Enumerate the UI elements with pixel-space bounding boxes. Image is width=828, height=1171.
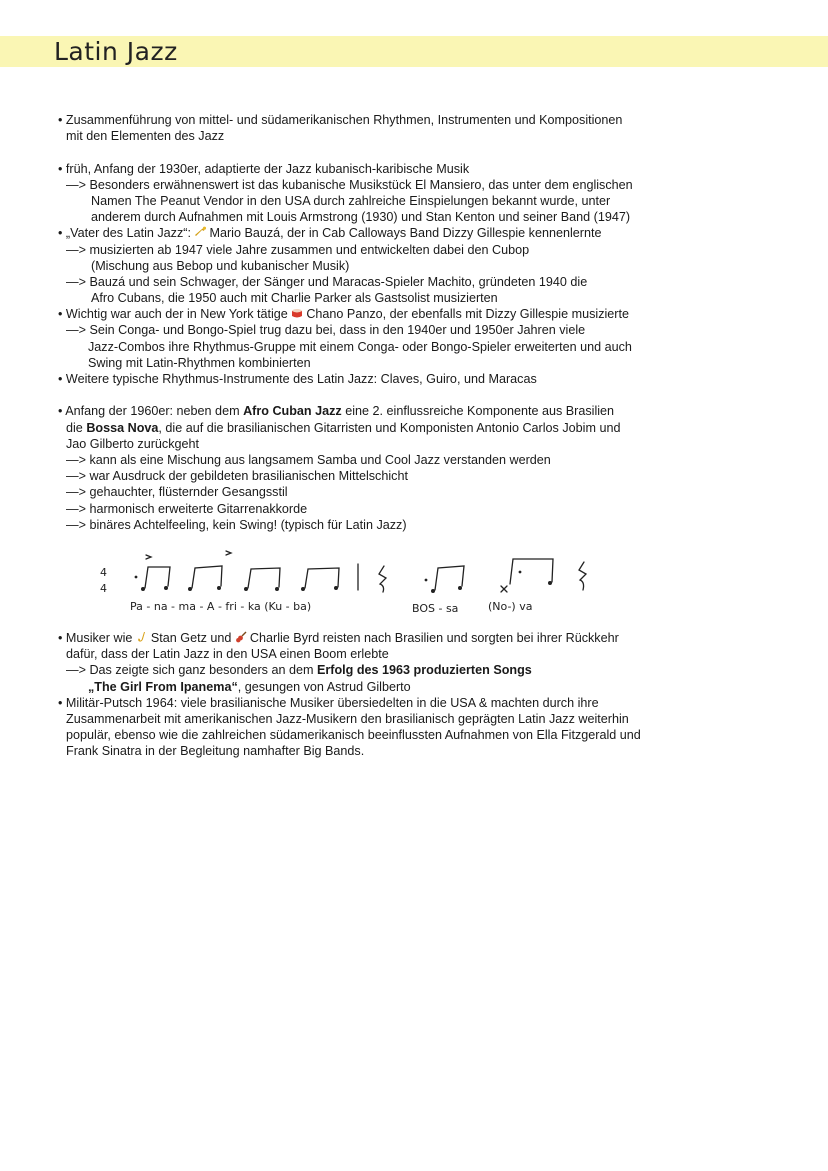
rhythm-syllables: (No-) va: [488, 600, 533, 613]
text-line: Jazz-Combos ihre Rhythmus-Gruppe mit einem Conga- oder Bongo-Spieler erweiterten und auch: [88, 339, 632, 354]
text-line: Jao Gilberto zurückgeht: [66, 436, 200, 451]
text-line: [58, 420, 758, 436]
text-line: —> kann als eine Mischung aus langsamem Samba und Cool Jazz verstanden werden: [66, 452, 551, 467]
eighth-note-pair: [188, 566, 222, 591]
drum-icon: [291, 307, 303, 319]
dot: [519, 571, 522, 574]
text-line: mit den Elementen des Jazz: [66, 129, 225, 144]
text-line: [58, 662, 758, 678]
text-line: Swing mit Latin-Rhythmen kombinierten: [88, 355, 311, 370]
text-line: • früh, Anfang der 1930er, adaptierte der Jazz kubanisch-karibische Musik: [58, 161, 470, 176]
text-line: dafür, dass der Latin Jazz in den USA einen Boom erlebte: [66, 647, 389, 662]
trumpet-icon: [194, 226, 206, 238]
text-span: —> Das zeigte sich ganz besonders an dem: [66, 663, 317, 678]
text-line: Frank Sinatra in der Begleitung namhafter Big Bands.: [66, 744, 365, 759]
text-line: Namen The Peanut Vendor in den USA durch zahlreiche Einspielungen bekannt wurde, unter: [91, 193, 611, 208]
time-signature-top: 4: [100, 566, 107, 579]
document-body: [58, 112, 758, 533]
eighth-note-pair: [141, 567, 170, 591]
text-span: • Anfang der 1960er: neben dem: [58, 404, 244, 419]
accent-mark: [226, 551, 231, 555]
dot: [425, 579, 428, 582]
text-line: • Zusammenführung von mittel- und südamerikanischen Rhythmen, Instrumenten und Kompositionen: [58, 113, 623, 127]
text-line: —> Bauzá und sein Schwager, der Sänger und Maracas-Spieler Machito, gründeten 1940 die: [66, 274, 588, 289]
guitar-icon: [235, 631, 247, 643]
bold-term: Erfolg des 1963 produzierten Songs: [316, 663, 532, 678]
document-body-lower: [58, 630, 758, 760]
bold-term: Afro Cuban Jazz: [243, 404, 342, 419]
text-line: —> Sein Conga- und Bongo-Spiel trug dazu bei, dass in den 1940er und 1950er Jahren viele: [66, 323, 586, 338]
text-line: [58, 225, 758, 241]
page-title: Latin Jazz: [54, 37, 178, 66]
rhythm-notation: [96, 548, 606, 618]
text-span: • Wichtig war auch der in New York tätige: [58, 307, 288, 322]
text-line: —> gehauchter, flüsternder Gesangsstil: [66, 485, 288, 500]
text-line: populär, ebenso wie die zahlreichen südamerikanisch beeinflussten Aufnahmen von Ella Fitzgerald und: [66, 728, 641, 743]
time-signature-bottom: 4: [100, 582, 107, 595]
quarter-rest: [379, 566, 386, 592]
bold-term: Bossa Nova: [86, 420, 159, 435]
eighth-note-pair: [431, 566, 464, 593]
eighth-note-pair: [301, 568, 339, 591]
text-span: , gesungen von Astrud Gilberto: [237, 679, 411, 694]
text-span: • Musiker wie: [58, 631, 133, 645]
eighth-note-pair: [501, 559, 553, 592]
text-line: (Mischung aus Bebop und kubanischer Musik): [91, 258, 350, 273]
saxophone-icon: [136, 631, 148, 643]
text-span: , die auf die brasilianischen Gitarristen und Komponisten Antonio Carlos Jobim und: [158, 420, 621, 435]
text-span: Charlie Byrd reisten nach Brasilien und sorgten bei ihrer Rückkehr: [249, 631, 619, 645]
text-line: —> harmonisch erweiterte Gitarrenakkorde: [66, 501, 308, 516]
text-span: eine 2. einflussreiche Komponente aus Brasilien: [341, 404, 615, 419]
text-line: —> binäres Achtelfeeling, kein Swing! (typisch für Latin Jazz): [66, 517, 407, 532]
text-line: [58, 679, 758, 695]
text-line: [58, 630, 758, 646]
text-span: • „Vater des Latin Jazz“:: [58, 226, 191, 241]
text-span: die: [66, 420, 87, 435]
dot: [135, 576, 138, 579]
ghost-note: [501, 586, 507, 592]
quarter-rest: [579, 562, 586, 590]
text-line: • Militär-Putsch 1964: viele brasilianische Musiker übersiedelten in die USA & machten durch ihre: [58, 695, 599, 710]
text-line: Zusammenarbeit mit amerikanischen Jazz-Musikern den brasilianisch geprägten Latin Jazz weiterhin: [66, 711, 629, 726]
text-line: [58, 306, 758, 322]
eighth-note-pair: [244, 568, 280, 591]
text-line: Afro Cubans, die 1950 auch mit Charlie Parker als Gastsolist musizierten: [91, 291, 498, 306]
text-line: [58, 403, 758, 419]
text-span: Mario Bauzá, der in Cab Calloways Band Dizzy Gillespie kennenlernte: [209, 226, 602, 241]
text-line: —> war Ausdruck der gebildeten brasilianischen Mittelschicht: [66, 469, 408, 484]
text-span: Stan Getz und: [150, 631, 232, 645]
bold-term: „The Girl From Ipanema“: [88, 679, 238, 694]
text-line: —> Besonders erwähnenswert ist das kubanische Musikstück El Mansiero, das unter dem englischen: [66, 177, 633, 192]
text-span: Chano Panzo, der ebenfalls mit Dizzy Gillespie musizierte: [306, 307, 629, 322]
rhythm-syllables: BOS - sa: [412, 602, 459, 615]
text-line: anderem durch Aufnahmen mit Louis Armstrong (1930) und Stan Kenton und seiner Band (1947): [91, 210, 631, 225]
accent-mark: [146, 555, 151, 559]
rhythm-syllables: Pa - na - ma - A - fri - ka (Ku - ba): [130, 600, 312, 613]
text-line: • Weitere typische Rhythmus-Instrumente des Latin Jazz: Claves, Guiro, und Maracas: [58, 372, 537, 386]
text-line: —> musizierten ab 1947 viele Jahre zusammen und entwickelten dabei den Cubop: [66, 242, 530, 257]
